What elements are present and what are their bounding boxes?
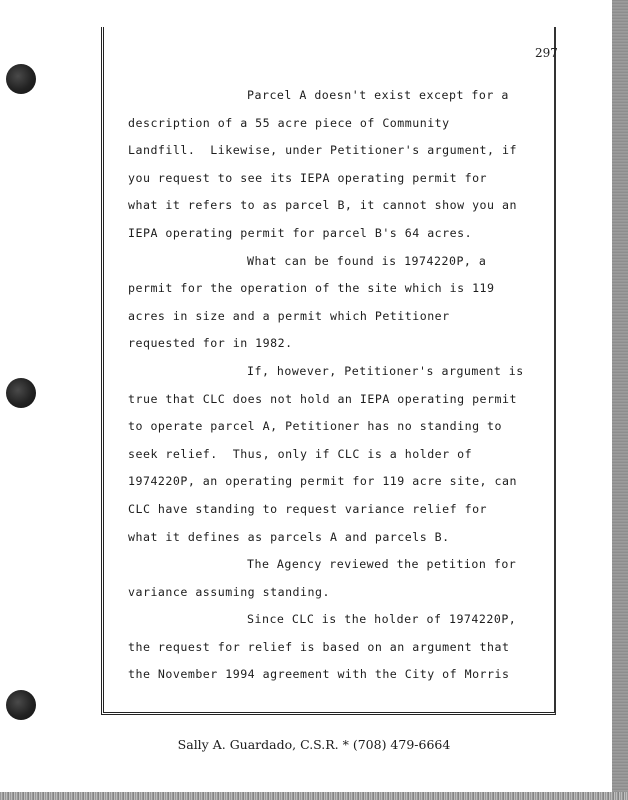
transcript-line: Parcel A doesn't exist except for a: [247, 88, 509, 102]
transcript-line: requested for in 1982.: [128, 336, 293, 351]
punch-hole-bottom: [6, 690, 36, 720]
transcript-line: the November 1994 agreement with the City of Morris: [128, 667, 510, 682]
reporter-footer: Sally A. Guardado, C.S.R. * (708) 479-6664: [177, 737, 451, 752]
punch-hole-middle: [6, 378, 36, 408]
page-edge-right: [612, 0, 628, 800]
transcript-line: what it defines as parcels A and parcels B.: [128, 529, 450, 544]
transcript-line: acres in size and a permit which Petitioner: [128, 308, 450, 323]
transcript-line: Landfill. Likewise, under Petitioner's argument, if: [128, 143, 517, 158]
transcript-line: to operate parcel A, Petitioner has no standing to: [128, 419, 503, 434]
transcript-line: you request to see its IEPA operating permit for: [128, 170, 488, 185]
transcript-line: If, however, Petitioner's argument is: [247, 363, 524, 378]
transcript-line: variance assuming standing.: [128, 584, 330, 599]
transcript-line: The Agency reviewed the petition for: [247, 557, 517, 572]
transcript-body: [128, 82, 558, 689]
transcript-line: what it refers to as parcel B, it cannot show you an: [128, 198, 517, 213]
transcript-line: seek relief. Thus, only if CLC is a holder of: [128, 446, 473, 461]
transcript-line: Since CLC is the holder of 1974220P,: [247, 612, 517, 627]
transcript-line: 1974220P, an operating permit for 119 acre site, can: [128, 474, 517, 489]
transcript-line: What can be found is 1974220P, a: [247, 253, 487, 268]
transcript-line: CLC have standing to request variance relief for: [128, 501, 488, 516]
transcript-line: true that CLC does not hold an IEPA operating permit: [128, 391, 517, 406]
transcript-line: description of a 55 acre piece of Community: [128, 115, 450, 130]
punch-hole-top: [6, 64, 36, 94]
page-edge-bottom: [0, 792, 628, 800]
transcript-line: IEPA operating permit for parcel B's 64 acres.: [128, 225, 473, 240]
transcript-line: permit for the operation of the site which is 119: [128, 281, 495, 296]
page-number: 297: [535, 46, 558, 60]
transcript-line: the request for relief is based on an argument that: [128, 639, 510, 654]
